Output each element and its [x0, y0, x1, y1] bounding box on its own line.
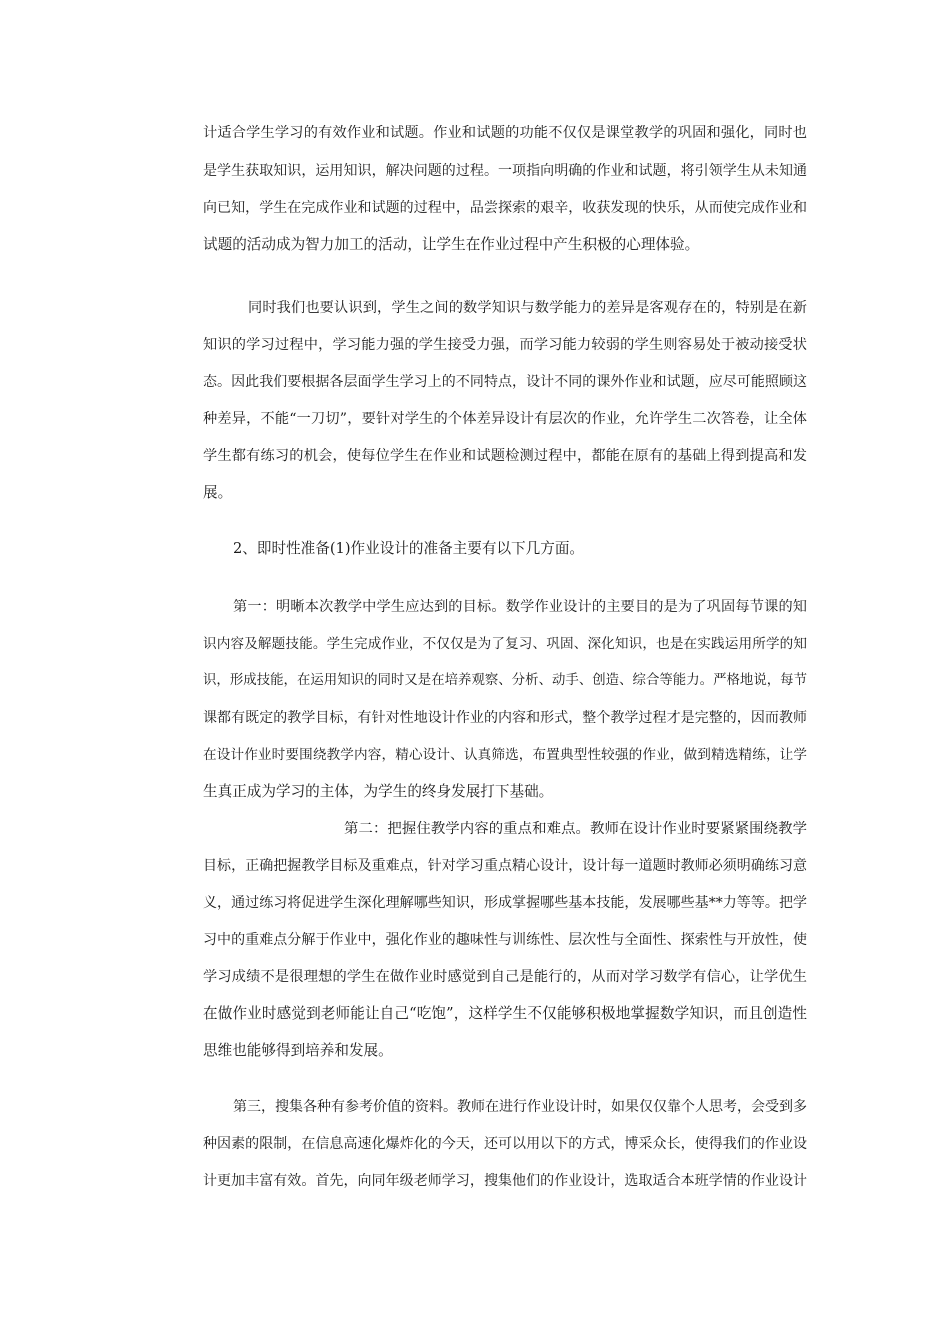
text-line: 学习成绩不是很理想的学生在做作业时感觉到自己是能行的，从而对学习数学有信心，让学优生: [203, 969, 807, 985]
text-line: 在做作业时感觉到老师能让自己“吃饱”，这样学生不仅能够积极地掌握数学知识，而且创造性: [203, 1005, 807, 1022]
text-line: 同时我们也要认识到，学生之间的数学知识与数学能力的差异是客观存在的，特别是在新: [248, 300, 807, 316]
text-line: 是学生获取知识，运用知识，解决问题的过程。一项指向明确的作业和试题，将引领学生从未知通: [203, 163, 807, 179]
text-line: 第二：把握住教学内容的重点和难点。教师在设计作业时要紧紧围绕教学: [344, 821, 807, 837]
text-line: 在设计作业时要围绕教学内容，精心设计、认真筛选，布置典型性较强的作业，做到精选精练，让学: [203, 747, 807, 763]
text-line: 种因素的限制，在信息高速化爆炸化的今天，还可以用以下的方式，博采众长，使得我们的作业设: [203, 1136, 807, 1152]
text-line: 试题的活动成为智力加工的活动，让学生在作业过程中产生积极的心理体验。: [203, 236, 700, 253]
text-line: 计更加丰富有效。首先，向同年级老师学习，搜集他们的作业设计，选取适合本班学情的作业设计: [203, 1173, 807, 1189]
text-line: 识内容及解题技能。学生完成作业，不仅仅是为了复习、巩固、深化知识，也是在实践运用所学的知: [203, 636, 807, 652]
text-line: 种差异，不能“一刀切”，要针对学生的个体差异设计有层次的作业，允许学生二次答卷，让全体: [203, 411, 807, 427]
text-line: 计适合学生学习的有效作业和试题。作业和试题的功能不仅仅是课堂教学的巩固和强化，同时也: [203, 125, 807, 141]
text-line: 第一：明晰本次教学中学生应达到的目标。数学作业设计的主要目的是为了巩固每节课的知: [233, 599, 807, 615]
text-line: 习中的重难点分解于作业中，强化作业的趣味性与训练性、层次性与全面性、探索性与开放性，使: [203, 932, 807, 948]
text-line: 学生都有练习的机会，使每位学生在作业和试题检测过程中，都能在原有的基础上得到提高和发: [203, 448, 807, 464]
text-line: 2、即时性准备(1)作业设计的准备主要有以下几方面。: [233, 540, 585, 557]
text-line: 第三，搜集各种有参考价值的资料。教师在进行作业设计时，如果仅仅靠个人思考，会受到多: [233, 1099, 807, 1115]
text-line: 课都有既定的教学目标，有针对性地设计作业的内容和形式，整个教学过程才是完整的，因而教师: [203, 710, 807, 726]
text-line: 生真正成为学习的主体，为学生的终身发展打下基础。: [203, 783, 554, 800]
text-line: 展。: [203, 484, 233, 501]
text-line: 识，形成技能，在运用知识的同时又是在培养观察、分析、动手、创造、综合等能力。严格地说，每节: [203, 673, 807, 688]
text-line: 知识的学习过程中，学习能力强的学生接受力强，而学习能力较弱的学生则容易处于被动接受状: [203, 337, 807, 353]
text-line: 义，通过练习将促进学生深化理解哪些知识，形成掌握哪些基本技能，发展哪些基**力等等。把学: [203, 895, 807, 911]
text-line: 向已知，学生在完成作业和试题的过程中，品尝探索的艰辛，收获发现的快乐，从而使完成作业和: [203, 200, 807, 216]
text-line: 目标，正确把握教学目标及重难点，针对学习重点精心设计，设计每一道题时教师必须明确练习意: [203, 858, 807, 874]
text-line: 态。因此我们要根据各层面学生学习上的不同特点，设计不同的课外作业和试题，应尽可能照顾这: [203, 374, 807, 390]
text-line: 思维也能够得到培养和发展。: [203, 1042, 393, 1059]
